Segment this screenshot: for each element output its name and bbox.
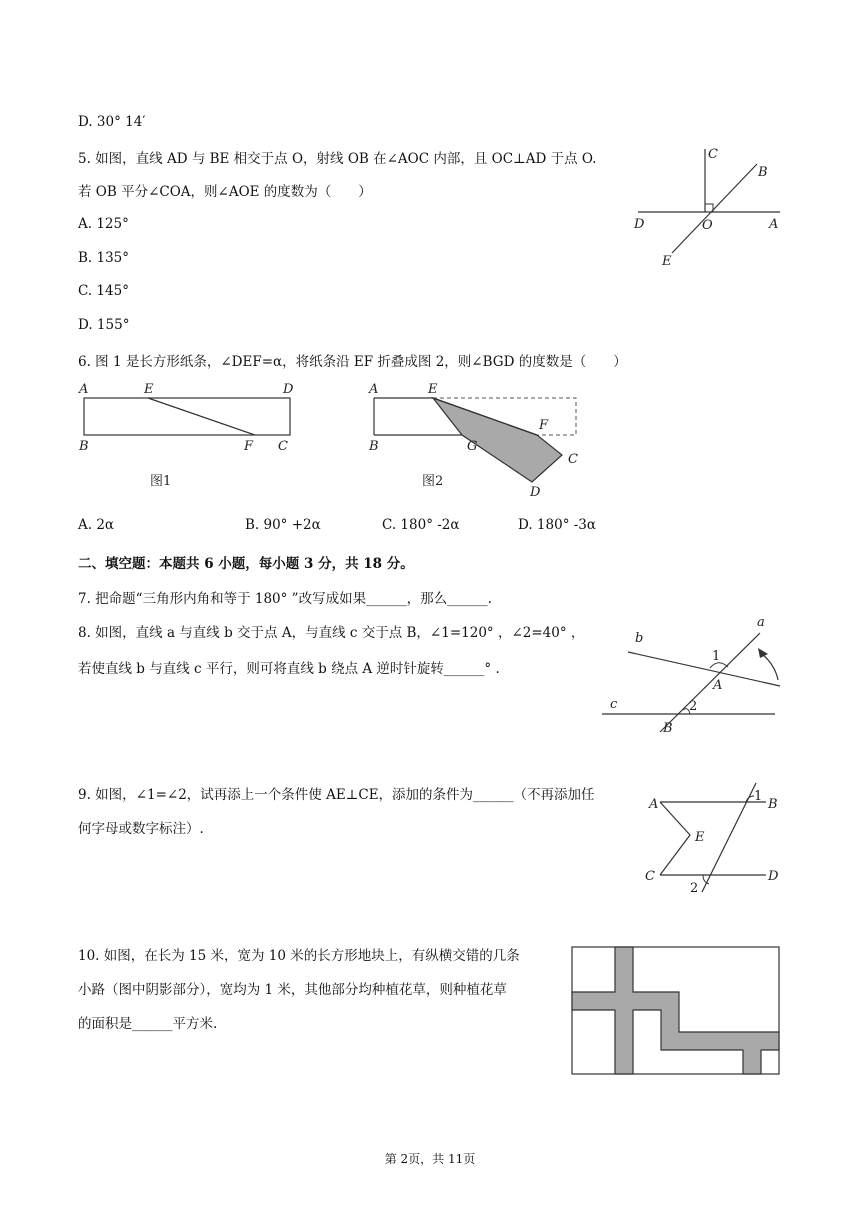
q5-label-o: O bbox=[702, 218, 713, 233]
q7-text-line1: 7. 把命题“三角形内角和等于 180° ”改写成如果______，那么______. bbox=[78, 591, 492, 607]
q5-label-b: B bbox=[758, 165, 768, 180]
q5-option-c: C. 145° bbox=[78, 283, 129, 299]
q6-fig2-label-f: F bbox=[539, 418, 549, 433]
q9-text-line2: 何字母或数字标注）. bbox=[78, 821, 204, 837]
q9-label-c: C bbox=[645, 869, 655, 884]
q10-figure bbox=[570, 945, 782, 1077]
q6-figure-1 bbox=[72, 378, 307, 493]
q6-figure-2 bbox=[362, 378, 587, 503]
q9-text-line1: 9. 如图，∠1=∠2，试再添上一个条件使 AE⊥CE，添加的条件为______（不再添加任 bbox=[78, 787, 595, 803]
q6-option-d: D. 180° -3α bbox=[518, 517, 597, 533]
q5-text-line2: 若 OB 平分∠COA，则∠AOE 的度数为（ ） bbox=[78, 184, 372, 200]
q9-figure bbox=[640, 778, 790, 900]
section-title: 二、填空题：本题共 6 小题，每小题 3 分，共 18 分。 bbox=[78, 556, 414, 572]
q5-label-d: D bbox=[634, 217, 645, 232]
q9-label-angle-1: 1 bbox=[754, 789, 763, 804]
q8-text-line2: 若使直线 b 与直线 c 平行，则可将直线 b 绕点 A 逆时针旋转______° . bbox=[78, 661, 500, 677]
q10-text-line3: 的面积是______平方米. bbox=[78, 1016, 218, 1032]
q6-fig2-label-g: G bbox=[467, 439, 478, 454]
q6-option-a: A. 2α bbox=[78, 517, 115, 533]
q9-label-a: A bbox=[649, 797, 659, 812]
q9-label-d: D bbox=[768, 869, 779, 884]
q6-option-b: B. 90° +2α bbox=[245, 517, 321, 533]
q5-text-line1: 5. 如图，直线 AD 与 BE 相交于点 O，射线 OB 在∠AOC 内部，且 OC⊥AD 于点 O. bbox=[78, 151, 597, 167]
q6-fig1-label-e: E bbox=[144, 382, 154, 397]
q9-label-b: B bbox=[768, 797, 778, 812]
q6-fig2-label-d: D bbox=[530, 485, 541, 500]
q6-text-line1: 6. 图 1 是长方形纸条，∠DEF=α，将纸条沿 EF 折叠成图 2，则∠BGD 的度数是（ ） bbox=[78, 354, 627, 370]
q8-figure bbox=[600, 610, 785, 740]
q8-label-angle-1: 1 bbox=[712, 649, 721, 664]
q5-label-c: C bbox=[708, 147, 718, 162]
q5-option-d: D. 155° bbox=[78, 317, 130, 333]
q6-fig2-label-a: A bbox=[369, 382, 379, 397]
page-footer: 第 2页，共 11页 bbox=[384, 1152, 476, 1166]
q6-fig2-label-b: B bbox=[369, 439, 379, 454]
q4-option-d: D. 30° 14′ bbox=[78, 114, 146, 130]
q6-fig2-label-e: E bbox=[428, 382, 438, 397]
q6-fig1-label-d: D bbox=[283, 382, 294, 397]
q6-fig1-label-c: C bbox=[278, 439, 288, 454]
q5-option-a: A. 125° bbox=[78, 216, 129, 232]
q6-fig1-label-a: A bbox=[79, 382, 89, 397]
q9-label-angle-2: 2 bbox=[690, 881, 699, 896]
q6-fig1-label-b: B bbox=[79, 439, 89, 454]
q8-label-a-point: A bbox=[713, 678, 723, 693]
q8-label-b-point: B bbox=[663, 721, 673, 736]
q8-label-b-line: b bbox=[635, 631, 644, 646]
q8-label-a-line: a bbox=[757, 615, 765, 630]
q9-label-e: E bbox=[695, 830, 705, 845]
q5-label-e: E bbox=[662, 254, 672, 269]
q5-option-b: B. 135° bbox=[78, 250, 130, 266]
q6-fig2-caption: 图2 bbox=[422, 474, 444, 489]
q10-text-line1: 10. 如图，在长为 15 米，宽为 10 米的长方形地块上，有纵横交错的几条 bbox=[78, 948, 520, 964]
q6-fig2-label-c: C bbox=[568, 452, 578, 467]
q8-label-angle-2: 2 bbox=[689, 699, 698, 714]
q6-fig1-caption: 图1 bbox=[150, 474, 172, 489]
q6-fig1-label-f: F bbox=[244, 439, 254, 454]
q5-figure bbox=[620, 135, 795, 275]
q10-text-line2: 小路（图中阴影部分），宽均为 1 米，其他部分均种植花草，则种植花草 bbox=[78, 982, 507, 998]
q8-text-line1: 8. 如图，直线 a 与直线 b 交于点 A，与直线 c 交于点 B，∠1=120° ，∠2=40° ， bbox=[78, 625, 585, 641]
q5-label-a: A bbox=[769, 217, 779, 232]
q8-label-c-line: c bbox=[610, 697, 618, 712]
q6-option-c: C. 180° -2α bbox=[382, 517, 460, 533]
